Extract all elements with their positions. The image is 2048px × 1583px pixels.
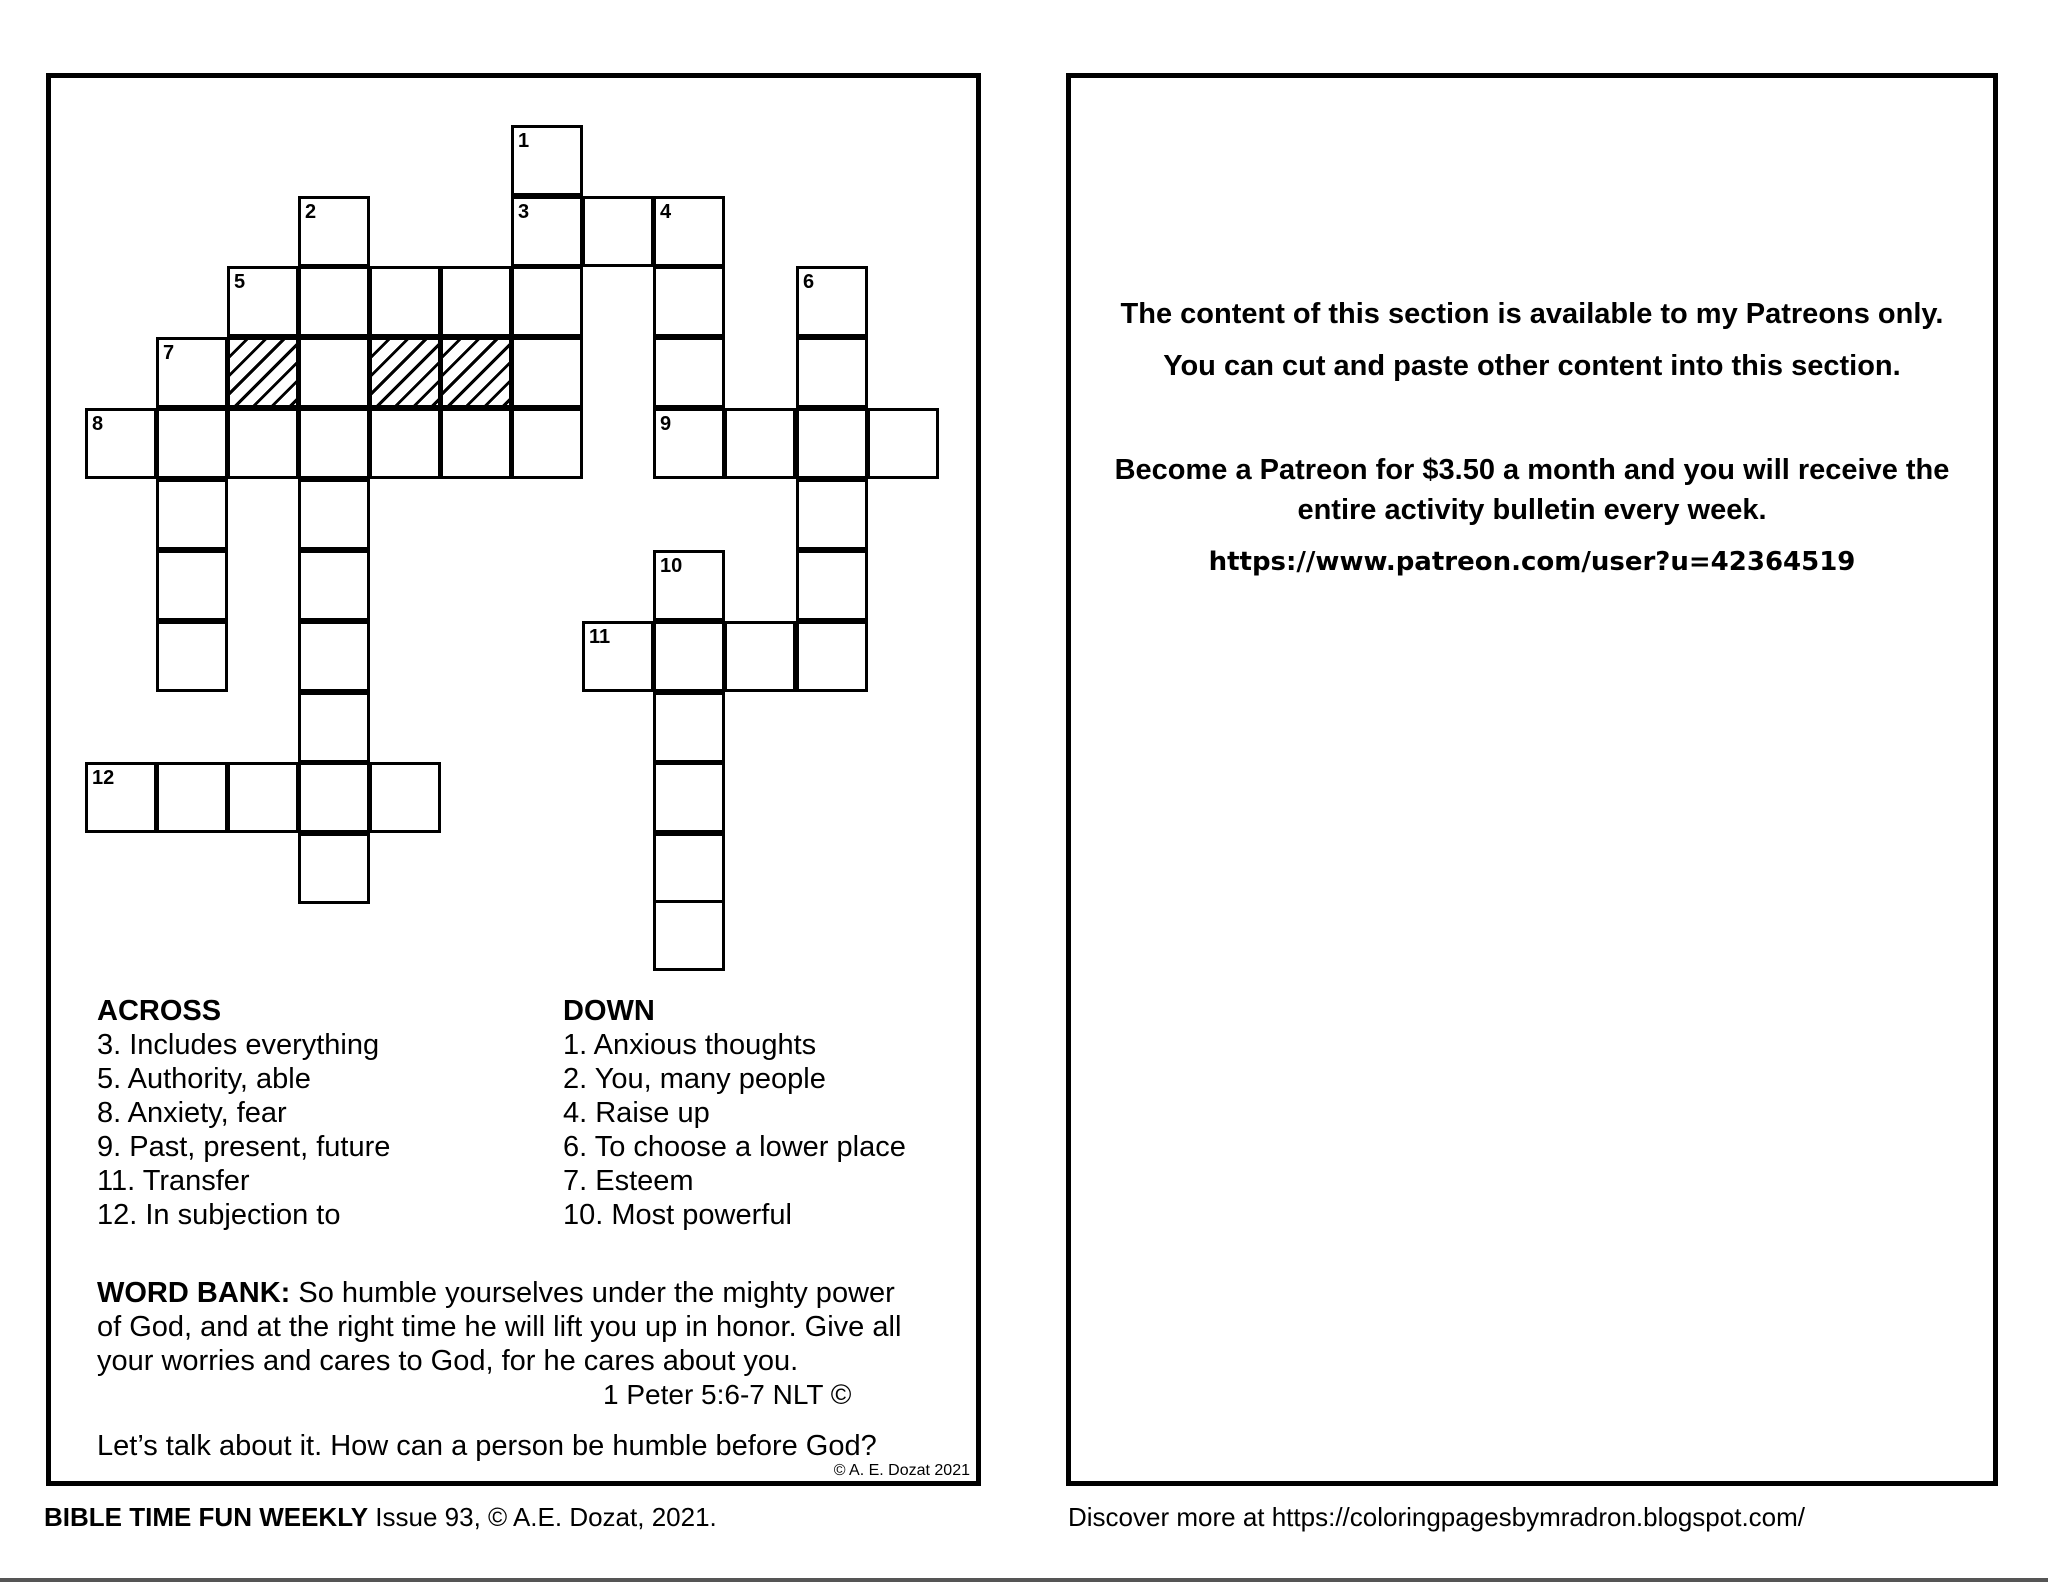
patreon-instructions: You can cut and paste other content into this section. xyxy=(1163,350,1901,382)
grid-cell[interactable] xyxy=(227,762,299,833)
down-clues xyxy=(563,994,906,1232)
grid-cell[interactable] xyxy=(298,408,370,479)
clue-number: 3 xyxy=(518,201,530,223)
grid-cell[interactable] xyxy=(653,762,725,833)
clue-item: 10. Most powerful xyxy=(563,1199,792,1231)
patreon-link[interactable]: https://www.patreon.com/user?u=42364519 xyxy=(1208,547,1856,577)
grid-cell[interactable] xyxy=(298,196,370,267)
across-clues xyxy=(97,994,390,1232)
grid-cell[interactable] xyxy=(511,196,583,267)
grid-cell[interactable] xyxy=(85,408,157,479)
grid-cell[interactable] xyxy=(867,408,939,479)
grid-cell[interactable] xyxy=(298,762,370,833)
down-heading: DOWN xyxy=(563,995,655,1027)
grid-cell[interactable] xyxy=(369,266,441,337)
grid-cell[interactable] xyxy=(511,266,583,337)
grid-cell[interactable] xyxy=(653,266,725,337)
grid-cell[interactable] xyxy=(298,479,370,550)
grid-cell[interactable] xyxy=(298,833,370,904)
patreon-panel xyxy=(1066,73,1998,1486)
grid-cell[interactable] xyxy=(85,762,157,833)
clue-item: 1. Anxious thoughts xyxy=(563,1029,817,1061)
clue-number: 8 xyxy=(92,413,104,435)
grid-cell[interactable] xyxy=(298,550,370,621)
shaded-cell xyxy=(369,337,441,408)
clue-item: 6. To choose a lower place xyxy=(563,1131,906,1163)
grid-cell[interactable] xyxy=(724,621,796,692)
patreon-notice: The content of this section is available to my Patreons only. xyxy=(1120,298,1944,330)
grid-cell[interactable] xyxy=(653,196,725,267)
scripture-reference: 1 Peter 5:6-7 NLT © xyxy=(603,1379,852,1410)
clue-number: 1 xyxy=(518,130,530,152)
crossword-grid xyxy=(51,78,986,1078)
clue-number: 7 xyxy=(163,342,175,364)
crossword-panel xyxy=(46,73,981,1486)
grid-cell[interactable] xyxy=(156,762,228,833)
across-heading: ACROSS xyxy=(97,995,222,1027)
grid-cell[interactable] xyxy=(369,762,441,833)
grid-cell[interactable] xyxy=(156,408,228,479)
grid-cell[interactable] xyxy=(653,337,725,408)
grid-cell[interactable] xyxy=(156,479,228,550)
grid-cell[interactable] xyxy=(156,621,228,692)
discussion-question: Let’s talk about it. How can a person be humble before God? xyxy=(97,1430,877,1462)
series-title: BIBLE TIME FUN WEEKLY xyxy=(44,1502,369,1532)
word-bank-label: WORD BANK: xyxy=(97,1277,291,1309)
clue-number: 10 xyxy=(660,555,683,577)
clue-number: 11 xyxy=(589,626,611,648)
footer-issue-info xyxy=(44,1502,717,1532)
clue-item: 12. In subjection to xyxy=(97,1199,341,1231)
clue-number: 2 xyxy=(305,201,317,223)
grid-cell[interactable] xyxy=(653,550,725,621)
grid-cell[interactable] xyxy=(156,337,228,408)
clue-item: 8. Anxiety, fear xyxy=(97,1097,287,1129)
grid-cell[interactable] xyxy=(724,408,796,479)
grid-cell[interactable] xyxy=(796,337,868,408)
grid-cell[interactable] xyxy=(298,266,370,337)
grid-cell[interactable] xyxy=(582,621,654,692)
clue-item: 2. You, many people xyxy=(563,1063,826,1095)
grid-cell[interactable] xyxy=(582,196,654,267)
grid-cell[interactable] xyxy=(796,266,868,337)
grid-cell[interactable] xyxy=(440,266,512,337)
clue-number: 6 xyxy=(803,271,815,293)
grid-cell[interactable] xyxy=(369,408,441,479)
grid-cell[interactable] xyxy=(511,337,583,408)
clue-item: 3. Includes everything xyxy=(97,1029,380,1061)
clue-item: 4. Raise up xyxy=(563,1097,710,1129)
grid-cell[interactable] xyxy=(653,833,725,904)
grid-cell[interactable] xyxy=(298,621,370,692)
grid-cell[interactable] xyxy=(653,408,725,479)
clue-number: 4 xyxy=(660,201,672,223)
grid-cell[interactable] xyxy=(653,621,725,692)
grid-cell[interactable] xyxy=(511,408,583,479)
grid-cell[interactable] xyxy=(440,408,512,479)
bottom-divider xyxy=(0,1578,2048,1582)
grid-cell[interactable] xyxy=(653,900,725,971)
word-bank xyxy=(97,1276,927,1378)
clue-item: 7. Esteem xyxy=(563,1165,694,1197)
grid-cell[interactable] xyxy=(227,408,299,479)
clue-number: 9 xyxy=(660,413,672,435)
issue-text: Issue 93, © A.E. Dozat, 2021. xyxy=(368,1502,717,1532)
word-bank-text: So humble yourselves under the mighty power of God, and at the right time he will lift you up in honor. Give all your worries and cares to God, for he cares about you. xyxy=(97,1277,902,1377)
grid-cell[interactable] xyxy=(298,337,370,408)
clue-number: 5 xyxy=(234,271,246,293)
clue-item: 9. Past, present, future xyxy=(97,1131,391,1163)
grid-cell[interactable] xyxy=(796,479,868,550)
grid-cell[interactable] xyxy=(653,692,725,763)
grid-cell[interactable] xyxy=(796,408,868,479)
grid-cell[interactable] xyxy=(796,550,868,621)
panel-copyright: © A. E. Dozat 2021 xyxy=(833,1462,970,1479)
grid-cell[interactable] xyxy=(298,692,370,763)
grid-cell[interactable] xyxy=(511,125,583,196)
grid-cell[interactable] xyxy=(796,621,868,692)
clue-number: 12 xyxy=(92,767,115,789)
clue-item: 11. Transfer xyxy=(97,1165,250,1197)
grid-cell[interactable] xyxy=(227,266,299,337)
grid-cell[interactable] xyxy=(156,550,228,621)
shaded-cell xyxy=(227,337,299,408)
patreon-offer: Become a Patreon for $3.50 a month and you will receive the entire activity bulletin every week. xyxy=(1114,454,1950,526)
shaded-cell xyxy=(440,337,512,408)
footer-website-link[interactable]: Discover more at https://coloringpagesbymradron.blogspot.com/ xyxy=(1068,1502,1806,1532)
clue-item: 5. Authority, able xyxy=(97,1063,311,1095)
